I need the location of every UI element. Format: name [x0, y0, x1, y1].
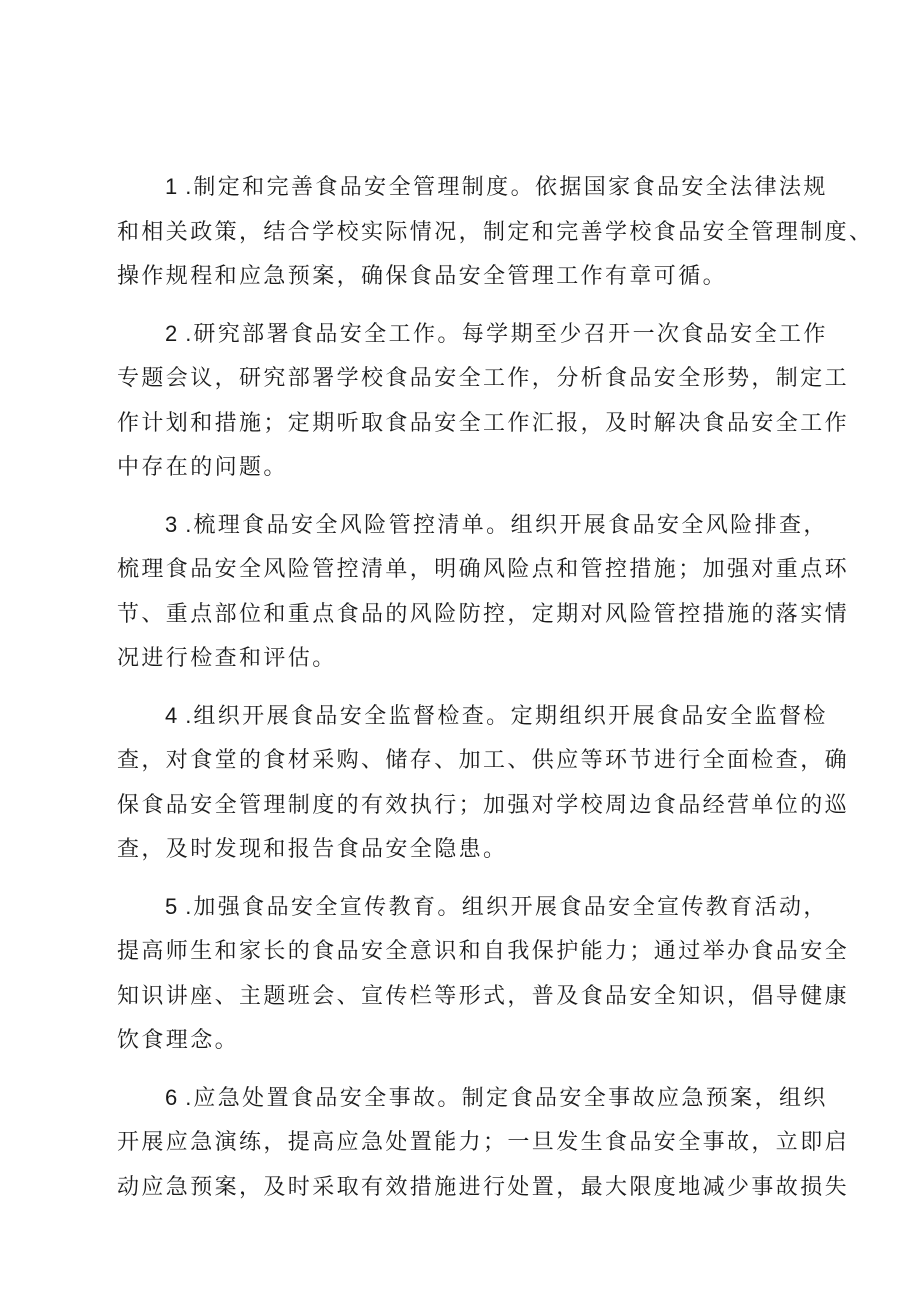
- paragraph-line: 动应急预案，及时采取有效措施进行处置，最大限度地减少事故损失: [117, 1174, 850, 1200]
- paragraph-number: 5: [165, 893, 178, 919]
- paragraph-number: 3: [165, 511, 178, 537]
- paragraph-line: 4 .组织开展食品安全监督检查。定期组织开展食品安全监督检: [165, 702, 828, 729]
- paragraph-line: 作计划和措施；定期听取食品安全工作汇报，及时解决食品安全工作: [117, 410, 850, 436]
- paragraph-line: 查，对食堂的食材采购、储存、加工、供应等环节进行全面检查，确: [117, 748, 850, 773]
- paragraph-line: 5 .加强食品安全宣传教育。组织开展食品安全宣传教育活动，: [165, 893, 828, 920]
- paragraph-line: 3 .梳理食品安全风险管控清单。组织开展食品安全风险排查，: [165, 511, 828, 538]
- paragraph-line: 1 .制定和完善食品安全管理制度。依据国家食品安全法律法规: [165, 174, 828, 200]
- paragraph-line: 6 .应急处置食品安全事故。制定食品安全事故应急预案，组织: [165, 1084, 828, 1111]
- paragraph-4: [117, 694, 850, 873]
- paragraph-line: 中存在的问题。: [117, 455, 288, 480]
- paragraph-line: 操作规程和应急预案，确保食品安全管理工作有章可循。: [117, 264, 728, 289]
- paragraph-line: 2 .研究部署食品安全工作。每学期至少召开一次食品安全工作: [165, 320, 828, 347]
- paragraph-line: 和相关政策，结合学校实际情况，制定和完善学校食品安全管理制度、: [117, 219, 874, 245]
- paragraph-line: 况进行检查和评估。: [117, 646, 337, 671]
- paragraph-5: [117, 885, 850, 1064]
- paragraph-line: 梳理食品安全风险管控清单，明确风险点和管控措施；加强对重点环: [117, 557, 850, 582]
- paragraph-line: 查，及时发现和报告食品安全隐患。: [117, 837, 508, 862]
- document-body: [117, 165, 874, 1222]
- paragraph-6: [117, 1076, 850, 1211]
- paragraph-2: [117, 312, 850, 491]
- paragraph-number: 6: [165, 1084, 178, 1110]
- paragraph-1: [117, 165, 874, 300]
- paragraph-number: 1: [165, 174, 178, 199]
- paragraph-line: 开展应急演练，提高应急处置能力；一旦发生食品安全事故，立即启: [117, 1130, 850, 1155]
- paragraph-line: 饮食理念。: [117, 1028, 240, 1053]
- paragraph-line: 知识讲座、主题班会、宣传栏等形式，普及食品安全知识，倡导健康: [117, 983, 850, 1009]
- paragraph-line: 保食品安全管理制度的有效执行；加强对学校周边食品经营单位的巡: [117, 792, 850, 818]
- paragraph-3: [117, 503, 850, 682]
- paragraph-number: 2: [165, 320, 178, 346]
- paragraph-number: 4: [165, 702, 178, 728]
- paragraph-line: 提高师生和家长的食品安全意识和自我保护能力；通过举办食品安全: [117, 939, 850, 964]
- paragraph-line: 专题会议，研究部署学校食品安全工作，分析食品安全形势，制定工: [117, 366, 850, 391]
- paragraph-line: 节、重点部位和重点食品的风险防控，定期对风险管控措施的落实情: [117, 601, 850, 627]
